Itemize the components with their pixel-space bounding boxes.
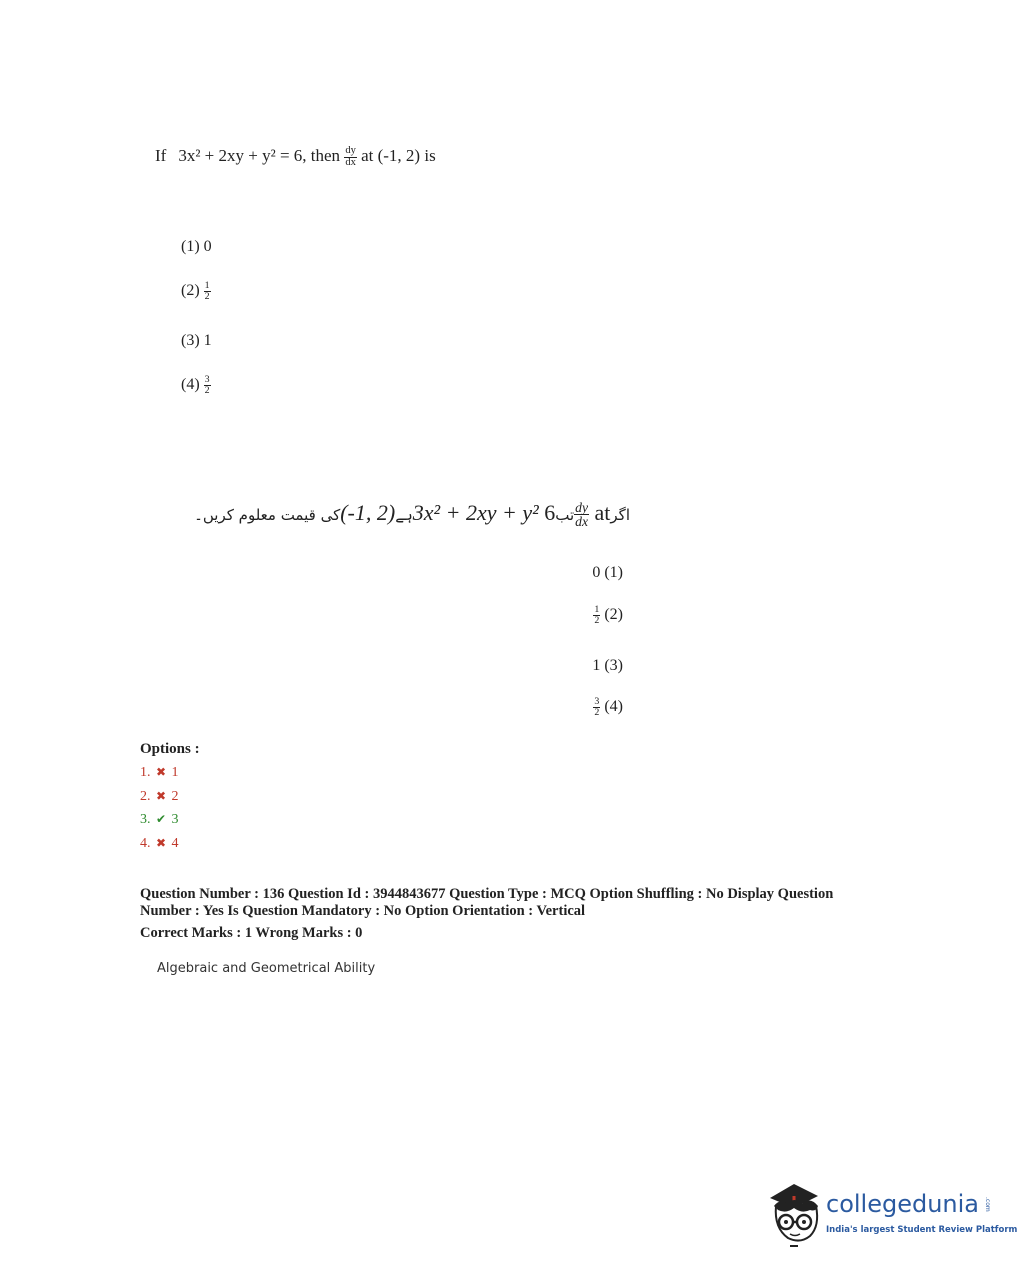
fraction-denominator: 2	[594, 706, 600, 718]
derivative-numerator: dy	[345, 145, 356, 157]
answer-option-3	[140, 812, 179, 828]
urdu-derivative-numerator: dy	[575, 499, 589, 515]
option-value: 1	[203, 332, 212, 349]
fraction-numerator: 1	[204, 280, 210, 291]
option-en-2	[181, 281, 211, 302]
option-label: (1)	[181, 238, 200, 255]
question-meta-line1: Question Number : 136 Question Id : 3944843677 Question Type : MCQ Option Shuffling : No Display Question	[140, 886, 834, 902]
answer-value: 4	[171, 836, 179, 851]
options-heading: Options :	[140, 741, 200, 757]
option-fraction	[204, 281, 211, 302]
urdu-text-mid2: ہے	[395, 506, 413, 524]
option-label: (4)	[181, 376, 200, 394]
answer-value: 1	[171, 765, 179, 780]
option-label: (2)	[181, 282, 200, 300]
cross-icon: ✖	[155, 836, 167, 850]
question-equation: 3x² + 2xy + y² = 6, then	[178, 146, 341, 165]
question-urdu	[150, 500, 630, 529]
option-label: (3)	[604, 657, 623, 674]
answer-number: 2.	[140, 789, 151, 804]
answer-option-4	[140, 836, 179, 852]
answer-option-1	[140, 765, 179, 781]
question-marks: Correct Marks : 1 Wrong Marks : 0	[140, 925, 363, 941]
fraction-denominator: 2	[204, 384, 210, 396]
option-en-1	[181, 238, 212, 256]
derivative-fraction	[344, 146, 357, 168]
option-value: 0	[203, 238, 212, 255]
brand-tagline: India's largest Student Review Platform	[826, 1225, 1018, 1235]
answer-number: 3.	[140, 812, 151, 827]
fraction-numerator: 1	[594, 604, 600, 615]
option-fraction	[204, 375, 211, 396]
derivative-denominator: dx	[345, 156, 356, 168]
answer-value: 3	[171, 812, 179, 827]
option-en-4	[181, 375, 211, 396]
cross-icon: ✖	[155, 789, 167, 803]
urdu-six: 6	[544, 500, 556, 525]
urdu-at: at	[594, 500, 611, 525]
answer-number: 4.	[140, 836, 151, 851]
cross-icon: ✖	[155, 765, 167, 779]
fraction-denominator: 2	[594, 614, 600, 626]
option-fraction	[593, 605, 600, 626]
fraction-numerator: 3	[594, 696, 600, 707]
option-label: (4)	[604, 698, 623, 716]
urdu-derivative-fraction	[574, 501, 589, 529]
section-name: Algebraic and Geometrical Ability	[157, 961, 376, 976]
brand-name: collegedunia	[826, 1190, 980, 1218]
option-label: (3)	[181, 332, 200, 349]
question-if: If	[155, 146, 167, 165]
answer-value: 2	[171, 789, 179, 804]
option-ur-3	[560, 657, 623, 675]
option-label: (2)	[604, 606, 623, 624]
urdu-text-end: کی قیمت معلوم کریں۔	[194, 506, 341, 524]
urdu-equation: 3x² + 2xy + y²	[412, 500, 539, 525]
answer-number: 1.	[140, 765, 151, 780]
option-value: 0	[592, 564, 601, 581]
urdu-derivative-denominator: dx	[575, 514, 589, 530]
answer-option-2	[140, 789, 179, 805]
option-fraction	[593, 697, 600, 718]
option-ur-4	[560, 697, 623, 718]
option-ur-2	[560, 605, 623, 626]
check-icon: ✔	[155, 812, 167, 826]
fraction-numerator: 3	[204, 374, 210, 385]
question-tail: at (-1, 2) is	[361, 146, 436, 165]
urdu-text-mid1: تب	[555, 506, 575, 524]
option-label: (1)	[604, 564, 623, 581]
urdu-text-start: اگر	[610, 506, 630, 524]
brand-domain-suffix: .com	[984, 1197, 991, 1212]
urdu-point: (-1, 2)	[340, 500, 396, 525]
question-meta-line2: Number : Yes Is Question Mandatory : No Option Orientation : Vertical	[140, 903, 586, 919]
fraction-denominator: 2	[204, 290, 210, 302]
option-value: 1	[592, 657, 601, 674]
question-english	[155, 146, 436, 168]
option-en-3	[181, 332, 212, 350]
option-ur-1	[560, 564, 623, 582]
